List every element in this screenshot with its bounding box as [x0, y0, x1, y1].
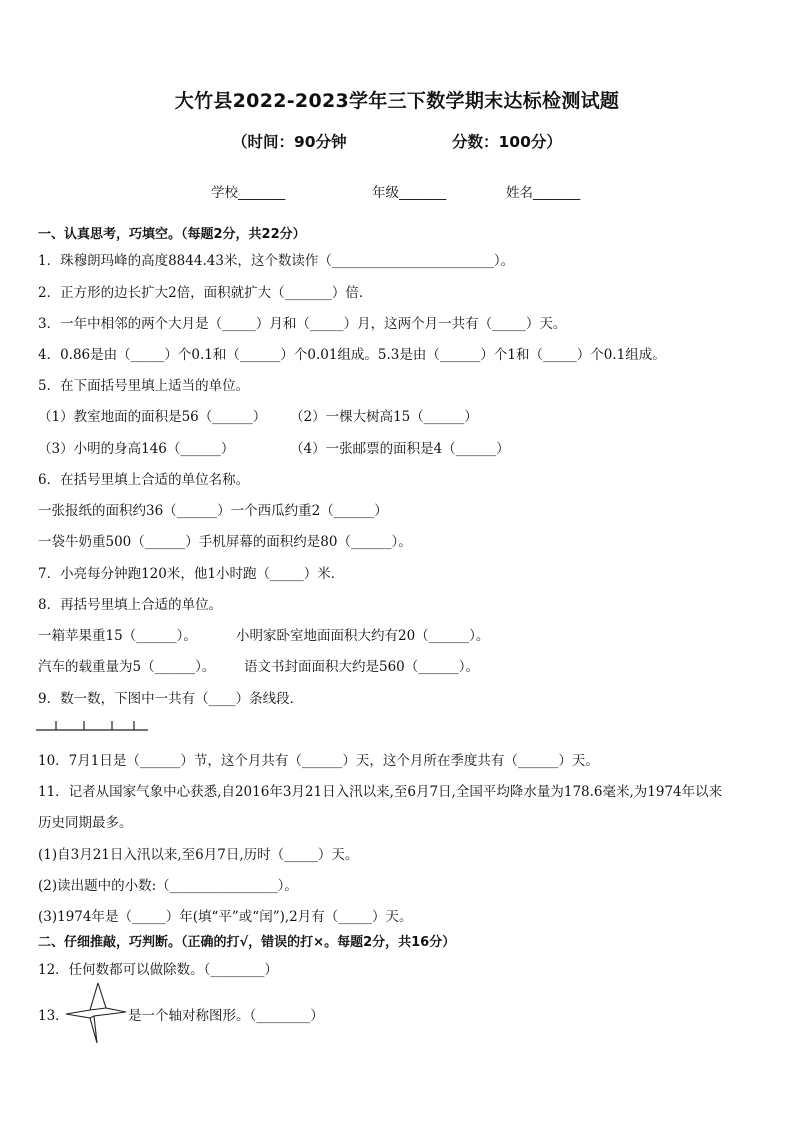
exam-score: 分数：100分） [452, 133, 562, 151]
question-11: 11．记者从国家气象中心获悉,自2016年3月21日入汛以来,至6月7日,全国平均降水量为178.6毫米,为1974年以来 [38, 784, 723, 800]
question-5: 5．在下面括号里填上适当的单位。 [38, 378, 250, 394]
question-13: 是一个轴对称图形。（________） [128, 1008, 324, 1024]
question-5-item-1: （1）教室地面的面积是56（______） [38, 409, 267, 425]
name-field[interactable]: 姓名_______ [506, 185, 581, 201]
line-segment-figure [34, 716, 152, 734]
grade-field[interactable]: 年级_______ [372, 185, 447, 201]
question-12: 12．任何数都可以做除数。（________） [38, 962, 278, 978]
question-11-part-2: (2)读出题中的小数:（________________）。 [38, 878, 298, 894]
question-5-item-4: （4）一张邮票的面积是4（______） [290, 441, 510, 457]
school-field[interactable]: 学校_______ [211, 185, 286, 201]
question-11-continued: 历史同期最多。 [38, 815, 133, 831]
question-6-line-2: 一袋牛奶重500（______）手机屏幕的面积约是80（______）。 [38, 534, 412, 550]
question-13-number: 13． [38, 1008, 69, 1024]
section-2-heading: 二、仔细推敲，巧判断。（正确的打√，错误的打×。每题2分，共16分） [38, 935, 456, 950]
question-8-item-3: 汽车的载重量为5（______）。 [38, 659, 216, 675]
question-1: 1．珠穆朗玛峰的高度8844.43米，这个数读作（________________________）。 [38, 253, 515, 269]
question-5-item-2: （2）一棵大树高15（______） [290, 409, 478, 425]
question-8-item-1: 一箱苹果重15（______）。 [38, 628, 197, 644]
exam-time: （时间：90分钟 [232, 133, 347, 151]
question-10: 10．7月1日是（______）节，这个月共有（______）天，这个月所在季度共有（______）天。 [38, 753, 599, 769]
question-6: 6．在括号里填上合适的单位名称。 [38, 472, 250, 488]
pinwheel-figure [64, 980, 128, 1046]
question-5-item-3: （3）小明的身高146（______） [38, 441, 235, 457]
question-8: 8．再括号里填上合适的单位。 [38, 597, 223, 613]
question-7: 7．小亮每分钟跑120米，他1小时跑（_____）米． [38, 566, 345, 582]
question-9: 9．数一数，下图中一共有（____）条线段． [38, 691, 304, 707]
page-title: 大竹县2022-2023学年三下数学期末达标检测试题 [174, 90, 620, 112]
question-8-item-2: 小明家卧室地面面积大约有20（______）。 [236, 628, 490, 644]
question-11-part-1: (1)自3月21日入汛以来,至6月7日,历时（_____）天。 [38, 847, 359, 863]
question-4: 4．0.86是由（_____）个0.1和（______）个0.01组成。5.3是由（______）个1和（_____）个0.1组成。 [38, 347, 666, 363]
question-2: 2．正方形的边长扩大2倍，面积就扩大（_______）倍． [38, 285, 373, 301]
question-3: 3．一年中相邻的两个大月是（_____）月和（_____）月，这两个月一共有（_____）天。 [38, 316, 567, 332]
question-8-item-4: 语文书封面面积大约是560（______）。 [244, 659, 480, 675]
section-1-heading: 一、认真思考，巧填空。（每题2分，共22分） [38, 227, 306, 242]
question-6-line-1: 一张报纸的面积约36（______）一个西瓜约重2（______） [38, 503, 388, 519]
question-11-part-3: (3)1974年是（_____）年(填“平”或“闰”),2月有（_____）天。 [38, 909, 413, 925]
